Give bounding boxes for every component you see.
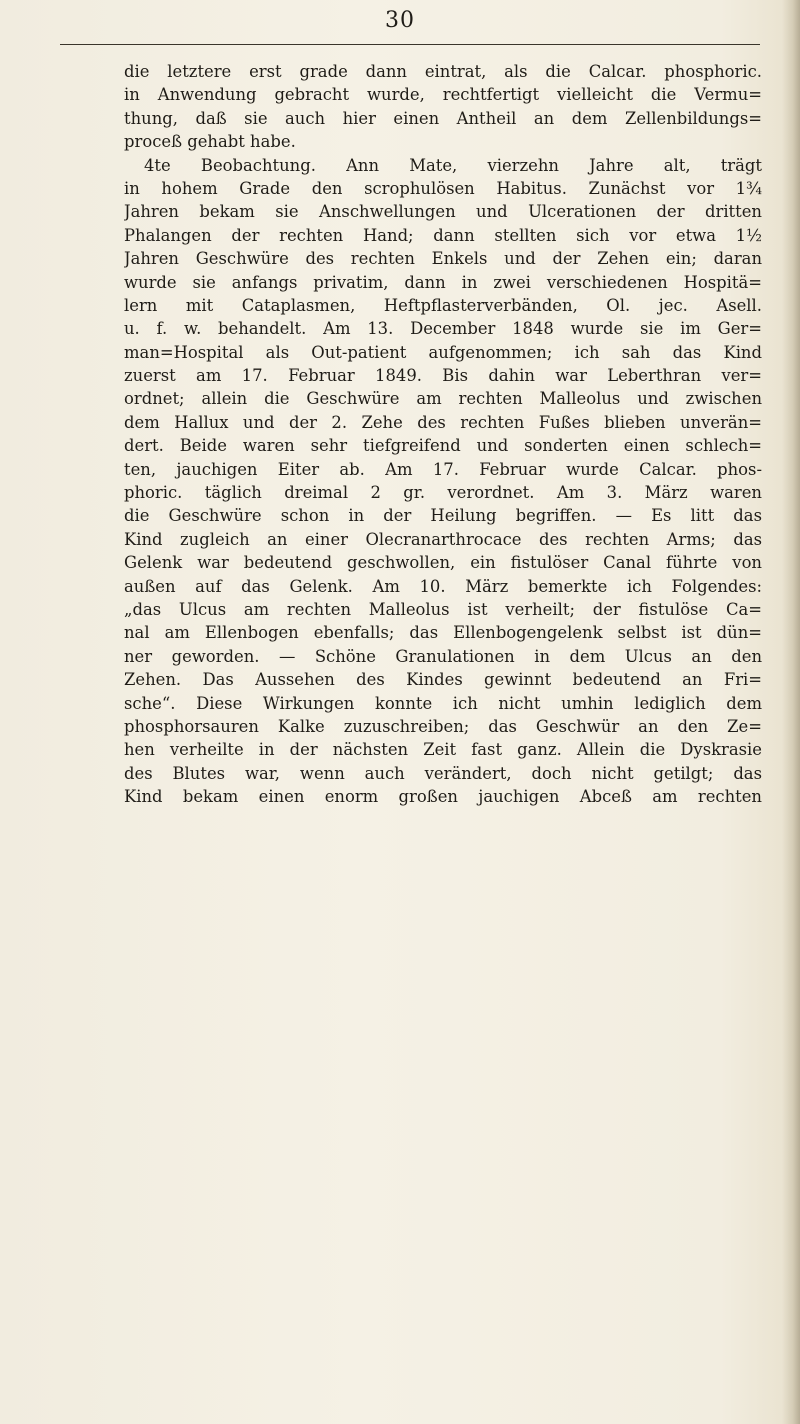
text-line: dert. Beide waren sehr tiefgreifend und sonderten einen schlech= [124,436,762,456]
text-line: Kind zugleich an einer Olecranarthrocace des rechten Arms; das [124,529,762,549]
text-line: man=Hospital als Out-patient aufgenommen; ich sah das Kind [124,342,762,362]
text-line: Zehen. Das Aussehen des Kindes gewinnt bedeutend an Fri= [124,670,762,690]
text-line: sche“. Diese Wirkungen konnte ich nicht umhin lediglich dem [124,693,762,713]
text-line: Jahren bekam sie Anschwellungen und Ulcerationen der dritten [124,202,762,222]
header-rule [60,44,760,45]
text-line: wurde sie anfangs privatim, dann in zwei verschiedenen Hospitä= [124,272,762,292]
text-line: Gelenk war bedeutend geschwollen, ein fistulöser Canal führte von [124,553,762,573]
text-line: ner geworden. — Schöne Granulationen in dem Ulcus an den [124,646,762,666]
text-line: lern mit Cataplasmen, Heftpflasterverbänden, Ol. jec. Asell. [124,295,762,315]
text-line: des Blutes war, wenn auch verändert, doch nicht getilgt; das [124,763,762,783]
text-line: die Geschwüre schon in der Heilung begriffen. — Es litt das [124,506,762,526]
text-line: ten, jauchigen Eiter ab. Am 17. Februar wurde Calcar. phos- [124,459,762,479]
text-line: proceß gehabt habe. [124,132,296,152]
body-text [124,60,762,809]
text-line: hen verheilte in der nächsten Zeit fast ganz. Allein die Dyskrasie [124,740,762,760]
text-line: zuerst am 17. Februar 1849. Bis dahin war Leberthran ver= [124,366,762,386]
text-line: phosphorsauren Kalke zuzuschreiben; das Geschwür an den Ze= [124,716,762,736]
observation-heading-line: 4te Beobachtung. Ann Mate, vierzehn Jahre alt, trägt [144,155,762,175]
text-line: außen auf das Gelenk. Am 10. März bemerkte ich Folgendes: [124,576,762,596]
text-line: thung, daß sie auch hier einen Antheil an dem Zellenbildungs= [124,108,762,128]
text-line: „das Ulcus am rechten Malleolus ist verheilt; der fistulöse Ca= [124,599,762,619]
text-line: Kind bekam einen enorm großen jauchigen Abceß am rechten [124,787,762,807]
text-line: phoric. täglich dreimal 2 gr. verordnet. Am 3. März waren [124,483,762,503]
text-line: nal am Ellenbogen ebenfalls; das Ellenbogengelenk selbst ist dün= [124,623,762,643]
text-line: Phalangen der rechten Hand; dann stellten sich vor etwa 1½ [124,225,762,245]
text-line: die letztere erst grade dann eintrat, als die Calcar. phosphoric. [124,62,762,81]
text-line: u. f. w. behandelt. Am 13. December 1848 wurde sie im Ger= [124,319,762,339]
page-binding-edge [782,0,800,1424]
text-line: in hohem Grade den scrophulösen Habitus. Zunächst vor 1¾ [124,178,762,198]
text-line: ordnet; allein die Geschwüre am rechten Malleolus und zwischen [124,389,762,409]
page-number: 30 [385,8,415,33]
text-line: in Anwendung gebracht wurde, rechtfertigt vielleicht die Vermu= [124,85,762,105]
text-line: Jahren Geschwüre des rechten Enkels und der Zehen ein; daran [124,249,762,269]
text-line: dem Hallux und der 2. Zehe des rechten Fußes blieben unverän= [124,412,762,432]
